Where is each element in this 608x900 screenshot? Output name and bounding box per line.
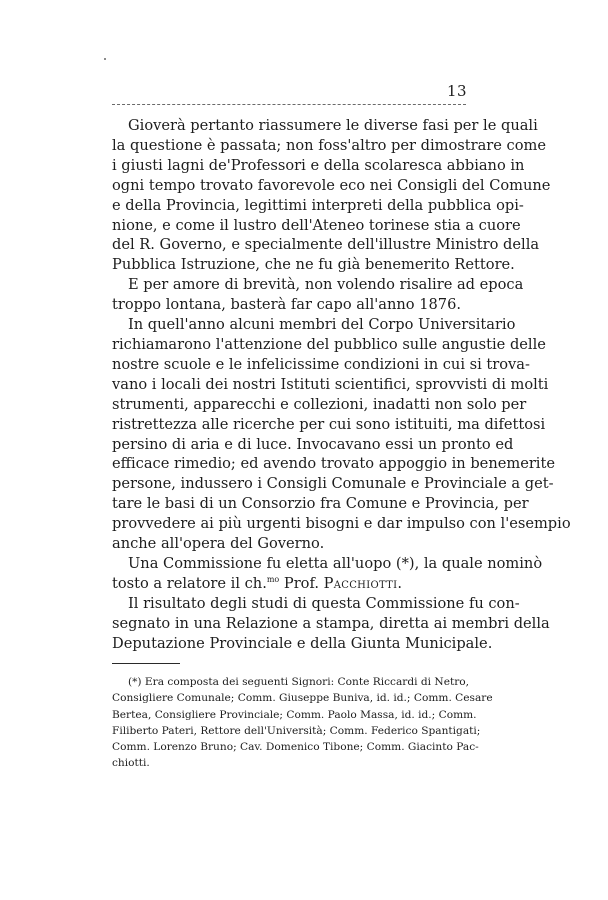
footnote-line: Consigliere Comunale; Comm. Giuseppe Buniva, id. id.; Comm. Cesare	[112, 692, 493, 705]
paragraph	[112, 315, 571, 554]
footnote	[112, 674, 493, 772]
text-line: strumenti, apparecchi e collezioni, inadatti non solo per	[112, 395, 527, 413]
text-line: del R. Governo, e specialmente dell'illustre Ministro della	[112, 236, 540, 254]
text-line: Una Commissione fu eletta all'uopo (*), la quale nominò	[128, 554, 543, 572]
text-line: ristrettezza alle ricerche per cui sono istituiti, ma difettosi	[112, 415, 546, 433]
text-line: anche all'opera del Governo.	[112, 535, 325, 553]
person-name: Pacchiotti.	[323, 574, 403, 592]
text-line: troppo lontana, basterà far capo all'anno 1876.	[112, 296, 461, 314]
text-line: Deputazione Provinciale e della Giunta Municipale.	[112, 634, 493, 652]
text-line: tare le basi di un Consorzio fra Comune e Provincia, per	[112, 495, 529, 513]
text-line: Il risultato degli studi di questa Commissione fu con-	[128, 594, 520, 612]
text-line: In quell'anno alcuni membri del Corpo Universitario	[128, 316, 516, 334]
text-fragment: tosto a relatore il ch.	[112, 574, 267, 592]
text-line	[112, 574, 464, 594]
text-line: segnato in una Relazione a stampa, diretta ai membri della	[112, 614, 550, 632]
footnote-line: Comm. Lorenzo Bruno; Cav. Domenico Tibone; Comm. Giacinto Pac-	[112, 741, 479, 754]
text-line: ogni tempo trovato favorevole eco nei Consigli del Comune	[112, 176, 551, 194]
text-line: Pubblica Istruzione, che ne fu già benemerito Rettore.	[112, 256, 515, 274]
text-line: i giusti lagni de'Professori e della scolaresca abbiano in	[112, 156, 525, 174]
header-rule	[112, 104, 466, 105]
footnote-line: Bertea, Consigliere Provinciale; Comm. Paolo Massa, id. id.; Comm.	[112, 708, 477, 721]
text-line: persino di aria e di luce. Invocavano essi un pronto ed	[112, 435, 514, 453]
paragraph	[112, 554, 543, 594]
footnote-line: Filiberto Pateri, Rettore dell'Università; Comm. Federico Spantigati;	[112, 724, 481, 737]
footnote-line: chiotti.	[112, 757, 150, 770]
text-line: vano i locali dei nostri Istituti scientifici, sprovvisti di molti	[112, 375, 549, 393]
paragraph	[112, 275, 524, 315]
text-line: e della Provincia, legittimi interpreti della pubblica opi-	[112, 196, 524, 214]
text-line: efficace rimedio; ed avendo trovato appoggio in benemerite	[112, 455, 555, 473]
text-line: E per amore di brevità, non volendo risalire ad epoca	[128, 276, 524, 294]
paragraph	[112, 594, 550, 654]
text-line: la questione è passata; non foss'altro per dimostrare come	[112, 136, 546, 154]
superscript: mo	[266, 574, 280, 584]
text-line: nostre scuole e le infelicissime condizioni in cui si trova-	[112, 355, 530, 373]
text-line: nione, e come il lustro dell'Ateneo torinese stia a cuore	[112, 216, 521, 234]
body-text	[112, 116, 571, 653]
footnote-line: (*) Era composta dei seguenti Signori: Conte Riccardi di Netro,	[128, 676, 470, 688]
text-line: Gioverà pertanto riassumere le diverse fasi per le quali	[128, 117, 538, 134]
text-line: persone, indussero i Consigli Comunale e Provinciale a get-	[112, 475, 554, 493]
text-line: richiamarono l'attenzione del pubblico sulle angustie delle	[112, 335, 546, 353]
text-line: provvedere ai più urgenti bisogni e dar impulso con l'esempio	[112, 515, 571, 533]
print-speck	[104, 58, 106, 60]
text-fragment: Prof.	[279, 574, 324, 592]
paragraph	[112, 116, 551, 275]
footnote-rule	[112, 663, 180, 664]
page-number: 13	[447, 82, 468, 100]
